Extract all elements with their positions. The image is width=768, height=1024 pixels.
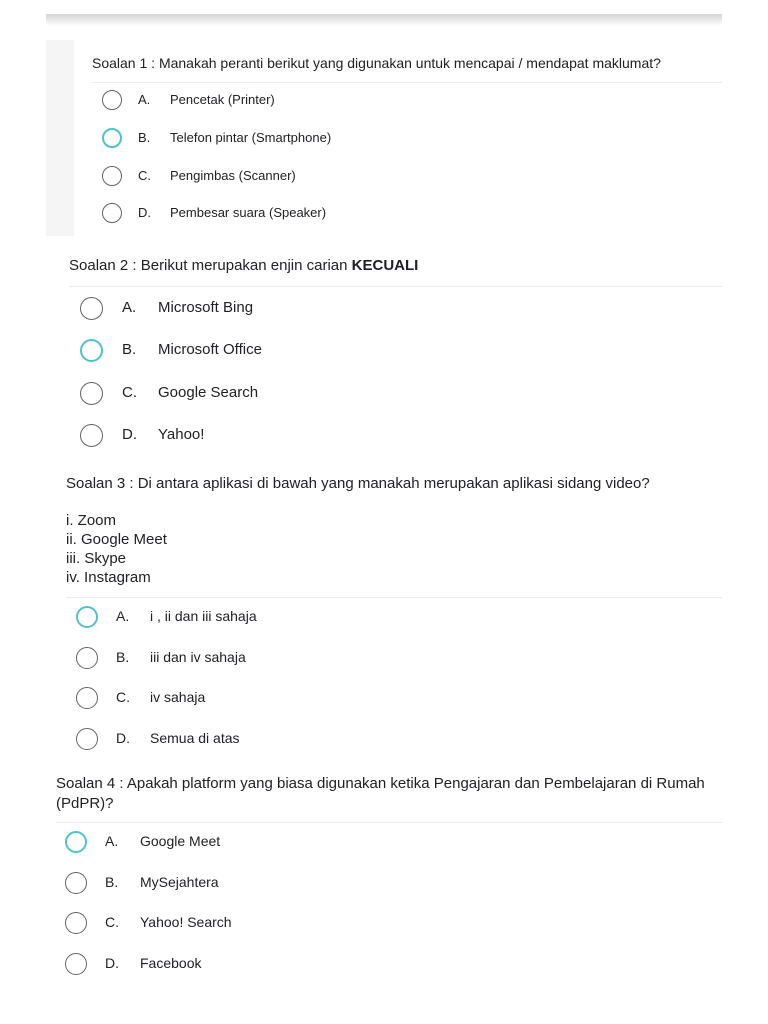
option-letter: B. [122,340,137,358]
radio-button[interactable] [80,424,103,447]
option-label[interactable]: Facebook [140,955,202,972]
question-3-item: iii. Skype [66,550,127,567]
question-3-item: ii. Google Meet [66,531,167,548]
question-2-title-emphasis: KECUALI [351,257,419,274]
option-letter: C. [105,914,119,931]
option-label[interactable]: Yahoo! Search [140,914,232,931]
option-label[interactable]: Google Meet [140,833,221,850]
radio-button[interactable] [65,831,87,853]
question-3-divider [66,597,722,598]
radio-button[interactable] [65,872,87,894]
option-label[interactable]: MySejahtera [140,874,219,891]
radio-button[interactable] [102,128,122,148]
option-label[interactable]: iii dan iv sahaja [150,649,246,666]
option-letter: D. [122,425,137,443]
question-2-title-text: Soalan 2 : Berikut merupakan enjin carian [69,257,352,274]
question-3-item: iv. Instagram [66,569,151,586]
option-letter: A. [105,833,119,850]
question-1-divider [92,82,722,83]
option-letter: C. [116,689,130,706]
radio-button[interactable] [80,339,103,362]
option-letter: B. [105,874,119,891]
option-letter: A. [122,298,137,316]
option-label[interactable]: Pencetak (Printer) [170,91,275,107]
question-3-item: i. Zoom [66,512,117,529]
option-letter: D. [116,730,130,747]
radio-button[interactable] [80,382,103,405]
radio-button[interactable] [65,953,87,975]
option-label[interactable]: Google Search [158,383,259,401]
option-letter: C. [138,167,151,183]
option-label[interactable]: Microsoft Bing [158,298,254,316]
option-letter: B. [116,649,130,666]
radio-button[interactable] [102,203,122,223]
option-label[interactable]: Telefon pintar (Smartphone) [170,129,332,145]
option-label[interactable]: Pembesar suara (Speaker) [170,204,327,220]
option-label[interactable]: Yahoo! [158,425,205,443]
radio-button[interactable] [76,606,98,628]
option-label[interactable]: Semua di atas [150,730,240,747]
radio-button[interactable] [102,90,122,110]
question-4-title: Soalan 4 : Apakah platform yang biasa digunakan ketika Pengajaran dan Pembelajaran di Rumah (PdPR)? [56,775,705,812]
question-2-divider [69,286,722,287]
option-letter: A. [138,91,151,107]
question-1-title: Soalan 1 : Manakah peranti berikut yang digunakan untuk mencapai / mendapat maklumat? [92,55,661,71]
option-letter: D. [105,955,119,972]
option-label[interactable]: Microsoft Office [158,340,262,358]
option-label[interactable]: i , ii dan iii sahaja [150,608,257,625]
radio-button[interactable] [80,297,103,320]
radio-button[interactable] [76,728,98,750]
option-letter: B. [138,129,151,145]
option-letter: D. [138,204,151,220]
top-shadow [46,14,722,26]
question-3-title: Soalan 3 : Di antara aplikasi di bawah yang manakah merupakan aplikasi sidang video? [66,475,650,492]
option-label[interactable]: iv sahaja [150,689,206,706]
radio-button[interactable] [76,687,98,709]
radio-button[interactable] [76,647,98,669]
option-letter: C. [122,383,137,401]
radio-button[interactable] [102,166,122,186]
radio-button[interactable] [65,912,87,934]
question-2-title [69,257,418,274]
question-1-side-panel [46,40,74,236]
option-letter: A. [116,608,130,625]
option-label[interactable]: Pengimbas (Scanner) [170,167,296,183]
question-4-divider [56,822,722,823]
